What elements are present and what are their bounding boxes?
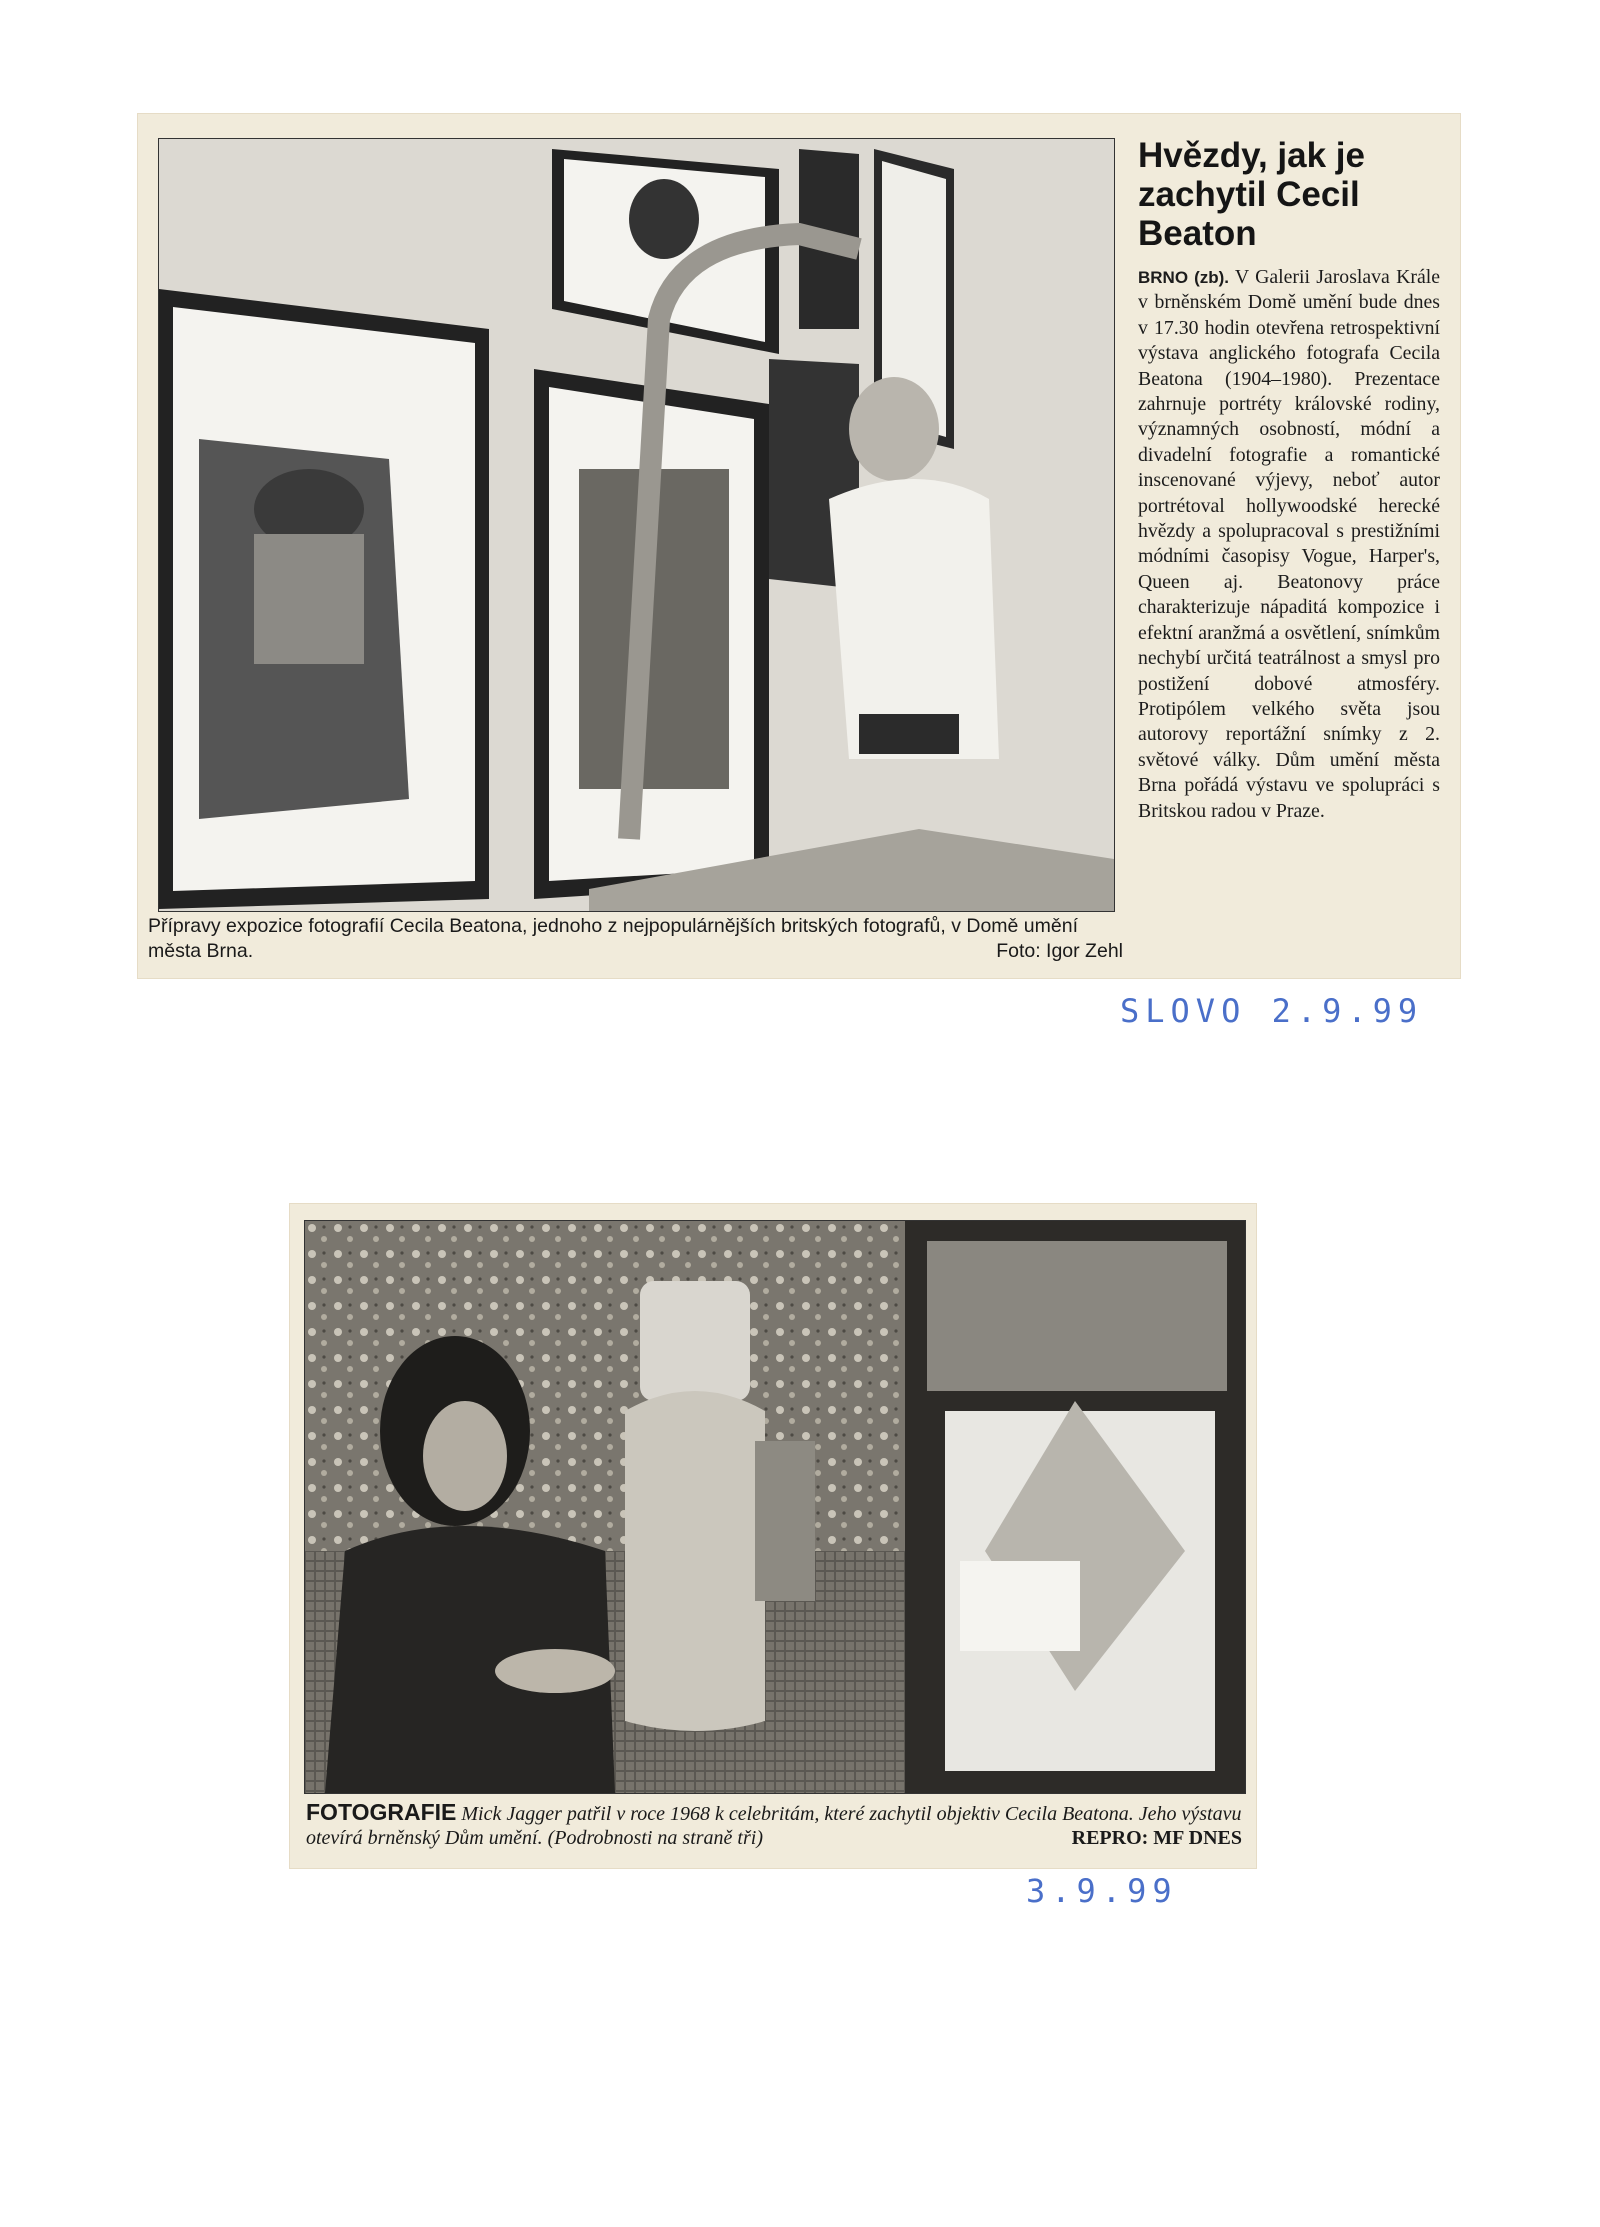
exhibition-photo-illustration xyxy=(159,139,1114,911)
article-body xyxy=(1138,265,1440,824)
photo-caption xyxy=(148,914,1123,964)
article-headline: Hvězdy, jak je zachytil Cecil Beaton xyxy=(1138,136,1365,253)
photo-caption xyxy=(306,1800,1242,1850)
article xyxy=(1138,136,1440,824)
caption-text: Mick Jagger patřil v roce 1968 k celebritám, které zachytil objektiv Cecila Beatona. Jeho výstavu otevírá brněnský Dům umění. (Podrobnosti na straně tři) xyxy=(306,1803,1242,1849)
handwritten-source-note: SLOVO 2.9.99 xyxy=(1120,992,1424,1030)
caption-label: FOTOGRAFIE xyxy=(306,1799,457,1825)
photo-credit: Foto: Igor Zehl xyxy=(996,940,1123,962)
article-dateline: BRNO (zb). xyxy=(1138,268,1230,287)
newspaper-clipping-slovo xyxy=(138,114,1460,978)
portrait-photo xyxy=(304,1220,1246,1794)
newspaper-clipping-mf-dnes xyxy=(290,1204,1256,1868)
portrait-photo-illustration xyxy=(305,1221,1245,1793)
handwritten-date-note: 3.9.99 xyxy=(1026,1872,1178,1910)
article-text: V Galerii Jaroslava Krále v brněnském Domě umění bude dnes v 17.30 hodin otevřena retrospektivní výstava anglického fotografa Cecila Beatona (1904–1980). Prezentace zahrnuje portréty královské rodiny, významných osobností, módní a divadelní fotografie a romantické inscenované výjevy, neboť autor portrétoval hollywoodské herecké hvězdy a spolupracoval s prestižními módními časopisy Vogue, Harper's, Queen aj. Beatonovy práce charakterizuje nápaditá kompozice i efektní aranžmá a osvětlení, snímkům nechybí určitá teatrálnost a smysl pro postižení dobové atmosféry. Protipólem velkého světa jsou autorovy reportážní snímky z 2. světové války. Dům umění města Brna pořádá výstavu ve spolupráci s Britskou radou v Praze. xyxy=(1138,266,1440,822)
photo-credit: REPRO: MF DNES xyxy=(1071,1827,1242,1849)
exhibition-photo xyxy=(158,138,1115,912)
caption-text: Přípravy expozice fotografií Cecila Beatona, jednoho z nejpopulárnějších britských fotografů, v Domě umění města Brna. xyxy=(148,915,1079,962)
